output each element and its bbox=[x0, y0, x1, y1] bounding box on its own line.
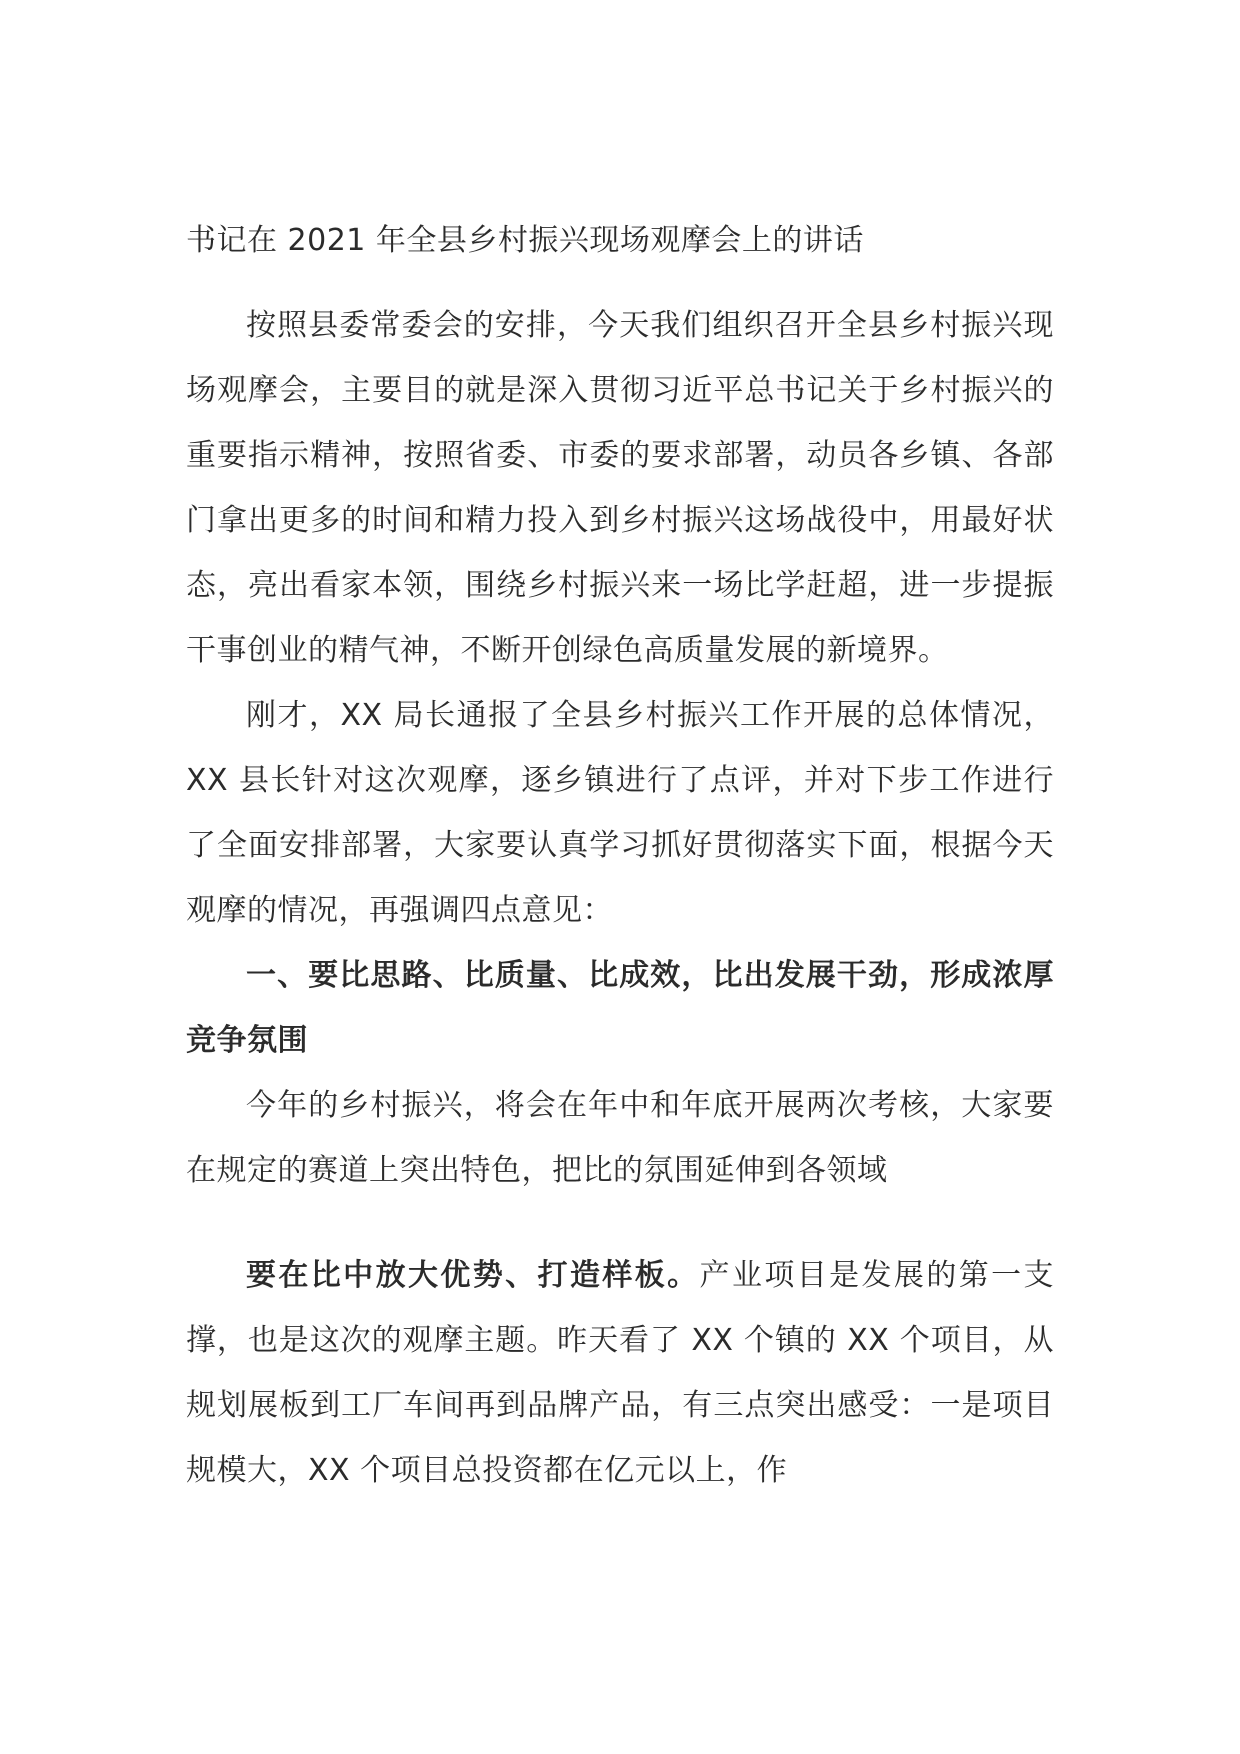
paragraph-gap bbox=[186, 1203, 1054, 1243]
intro-paragraph: 按照县委常委会的安排，今天我们组织召开全县乡村振兴现场观摩会，主要目的就是深入贯彻习近平总书记关于乡村振兴的重要指示精神，按照省委、市委的要求部署，动员各乡镇、各部门拿出更多的时间和精力投入到乡村振兴这场战役中，用最好状态，亮出看家本领，围绕乡村振兴来一场比学赶超，进一步提振干事创业的精气神，不断开创绿色高质量发展的新境界。 bbox=[186, 308, 1054, 668]
document-body bbox=[186, 208, 1054, 1503]
section-heading-1: 一、要比思路、比质量、比成效，比出发展干劲，形成浓厚竞争氛围 bbox=[186, 958, 1054, 1058]
subpoint-lead: 要在比中放大优势、打造样板。 bbox=[246, 1258, 700, 1293]
document-title: 书记在 2021 年全县乡村振兴现场观摩会上的讲话 bbox=[186, 223, 864, 258]
section-1-subpoint bbox=[186, 1243, 1054, 1503]
subpoint-text: 产业项目是发展的第一支撑，也是这次的观摩主题。昨天看了 XX 个镇的 XX 个项目，从规划展板到工厂车间再到品牌产品，有三点突出感受：一是项目规模大，XX 个项目总投资都在亿元以上，作 bbox=[186, 1258, 1055, 1488]
summary-paragraph: 刚才，XX 局长通报了全县乡村振兴工作开展的总体情况，XX 县长针对这次观摩，逐乡镇进行了点评，并对下步工作进行了全面安排部署，大家要认真学习抓好贯彻落实下面，根据今天观摩的情况，再强调四点意见： bbox=[186, 698, 1054, 928]
section-1-paragraph: 今年的乡村振兴，将会在年中和年底开展两次考核，大家要在规定的赛道上突出特色，把比的氛围延伸到各领域 bbox=[186, 1088, 1054, 1188]
